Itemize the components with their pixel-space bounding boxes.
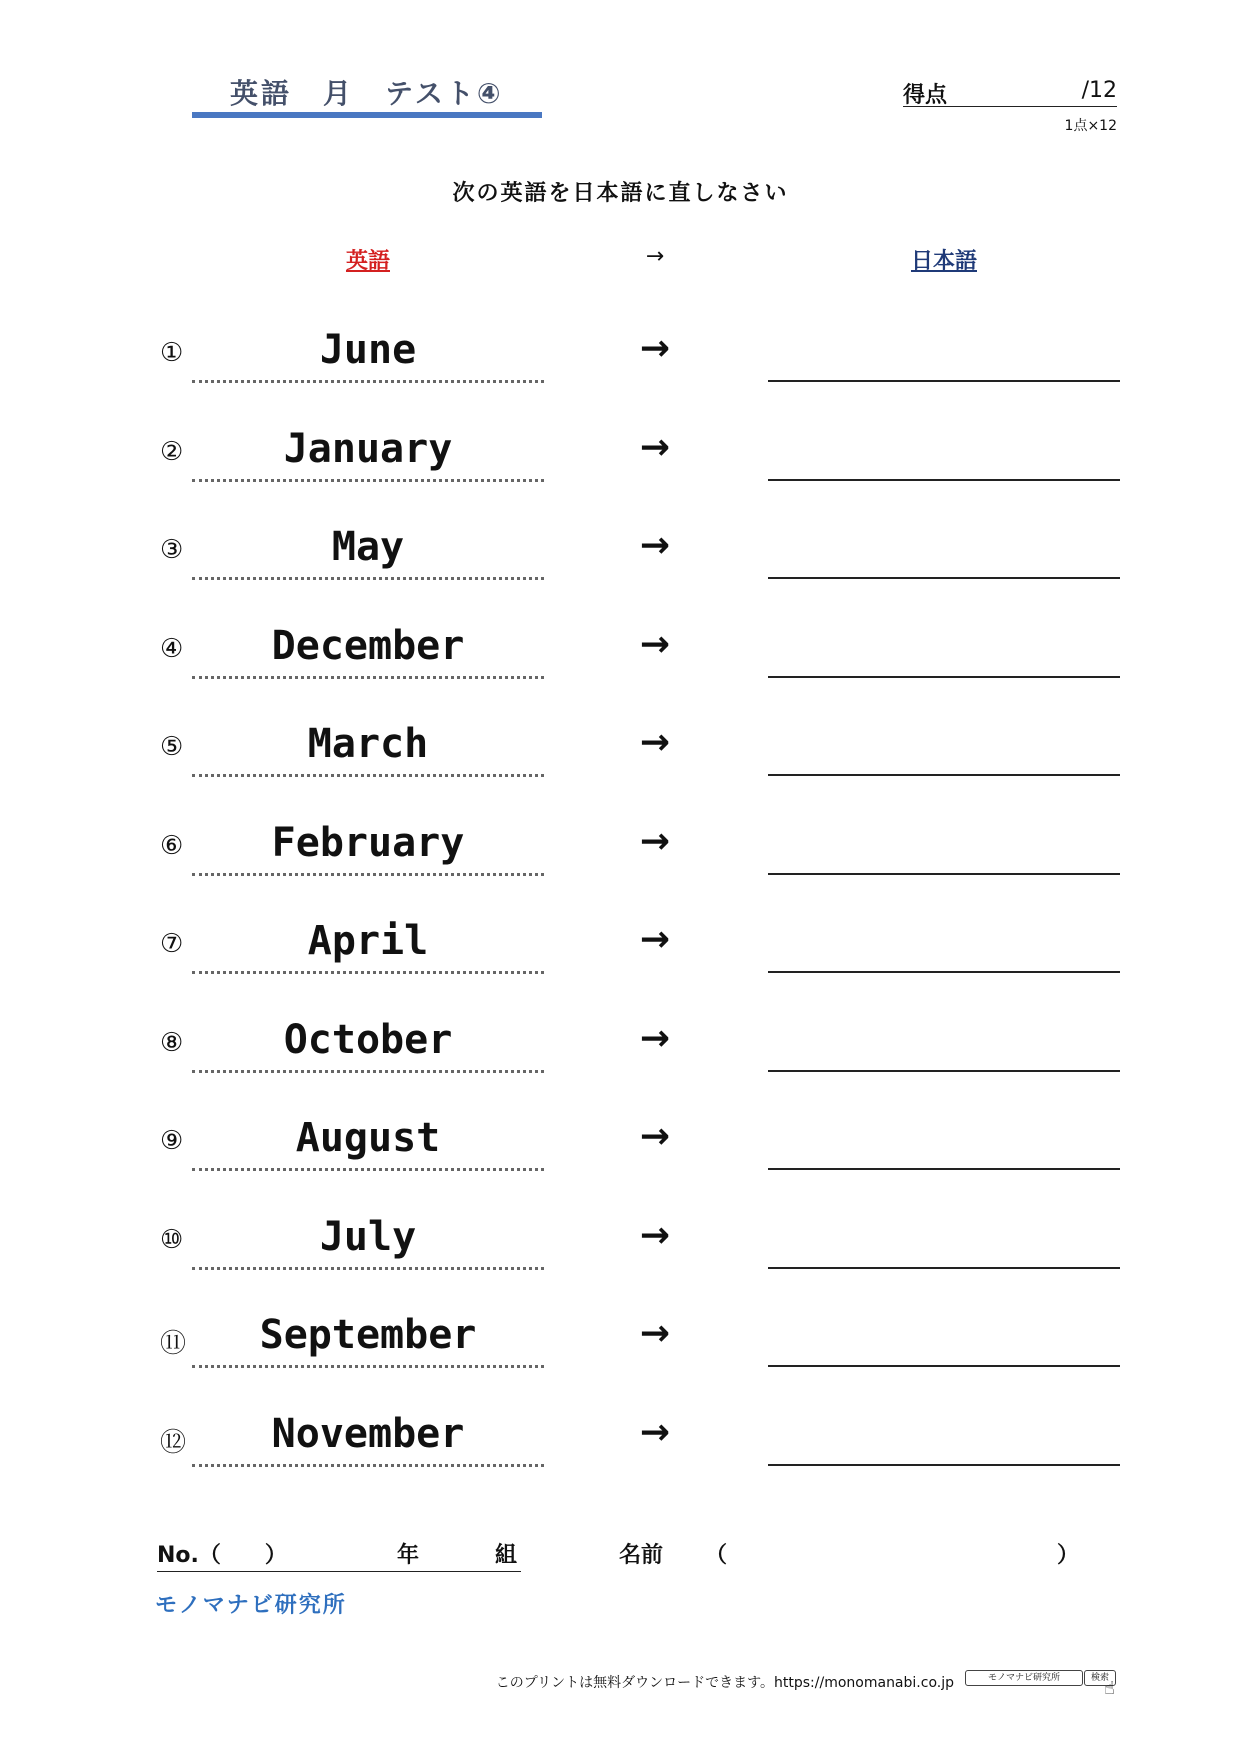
english-word: March [192,718,544,777]
question-row [0,1400,1241,1498]
english-word: April [192,915,544,974]
english-word: May [192,521,544,580]
question-number: ④ [160,633,184,664]
question-number: ⑧ [160,1027,184,1058]
arrow-icon: → [639,1116,671,1157]
question-number: ⑨ [160,1126,184,1156]
answer-line[interactable] [768,380,1120,382]
info-underline [157,1571,521,1572]
question-row [0,1203,1241,1301]
arrow-icon: → [639,820,671,862]
arrow-icon: → [639,722,671,763]
question-number: ⑪ [160,1329,187,1359]
download-note: このプリントは無料ダウンロードできます。https://monomanabi.co.jp [495,1675,954,1691]
arrow-icon: → [639,919,671,960]
student-info [157,1538,1117,1574]
arrow-icon: → [639,328,671,369]
question-number: ⑤ [160,732,184,762]
answer-line[interactable] [768,577,1120,579]
question-row [0,1104,1241,1202]
question-row [0,907,1241,1005]
answer-line[interactable] [768,1365,1120,1367]
question-row [0,809,1241,907]
english-word: June [192,324,544,383]
answer-line[interactable] [768,873,1120,875]
arrow-icon: → [639,1313,671,1354]
arrow-icon: → [639,1214,671,1256]
year-label: 年 [397,1543,420,1568]
question-row [0,1301,1241,1399]
hand-cursor-icon: ☝ [1104,1678,1115,1699]
question-row [0,316,1241,414]
arrow-icon: → [639,1411,671,1453]
title-bar [192,72,542,118]
class-label: 組 [495,1543,518,1568]
column-header-english: 英語 [345,249,390,274]
answer-line[interactable] [768,1267,1120,1269]
brand-logo: モノマナビ研究所 [155,1593,347,1618]
question-row [0,415,1241,513]
answer-line[interactable] [768,676,1120,678]
question-row [0,1006,1241,1104]
english-word: October [192,1014,544,1073]
number-label: No.（ ） [157,1543,287,1568]
question-number: ③ [160,535,184,565]
answer-line[interactable] [768,971,1120,973]
answer-line[interactable] [768,1168,1120,1170]
english-word: January [192,423,544,482]
answer-line[interactable] [768,774,1120,776]
page-title: 英語 月 テスト④ [230,77,504,110]
question-row [0,710,1241,808]
question-number: ⑩ [160,1224,184,1255]
question-row [0,612,1241,710]
search-button: 検索 [1084,1670,1116,1686]
name-label: 名前 [619,1543,664,1568]
points-note: 1点×12 [1064,118,1117,134]
arrow-icon: → [639,525,671,566]
question-number: ① [160,338,184,368]
answer-line[interactable] [768,1464,1120,1466]
column-header-japanese: 日本語 [910,249,977,274]
question-number: ② [160,436,184,467]
english-word: August [192,1112,544,1171]
question-number: ⑫ [160,1427,187,1458]
score-total: /12 [1081,78,1117,103]
english-word: September [192,1309,544,1368]
answer-line[interactable] [768,479,1120,481]
english-word: February [192,817,544,876]
instruction: 次の英語を日本語に直しなさい [452,181,789,206]
question-row [0,513,1241,611]
question-number: ⑦ [160,929,184,959]
column-header-arrow: → [645,244,665,269]
name-paren-close: ） [1057,1543,1080,1568]
english-word: November [192,1408,544,1467]
english-word: December [192,620,544,679]
name-paren-open: （ [705,1543,728,1568]
arrow-icon: → [639,1017,671,1059]
score-field [903,78,1117,107]
search-box: モノマナビ研究所 [965,1670,1083,1686]
question-number: ⑥ [160,830,184,861]
answer-line[interactable] [768,1070,1120,1072]
score-label: 得点 [903,83,948,108]
english-word: July [192,1211,544,1270]
arrow-icon: → [639,623,671,665]
arrow-icon: → [639,426,671,468]
